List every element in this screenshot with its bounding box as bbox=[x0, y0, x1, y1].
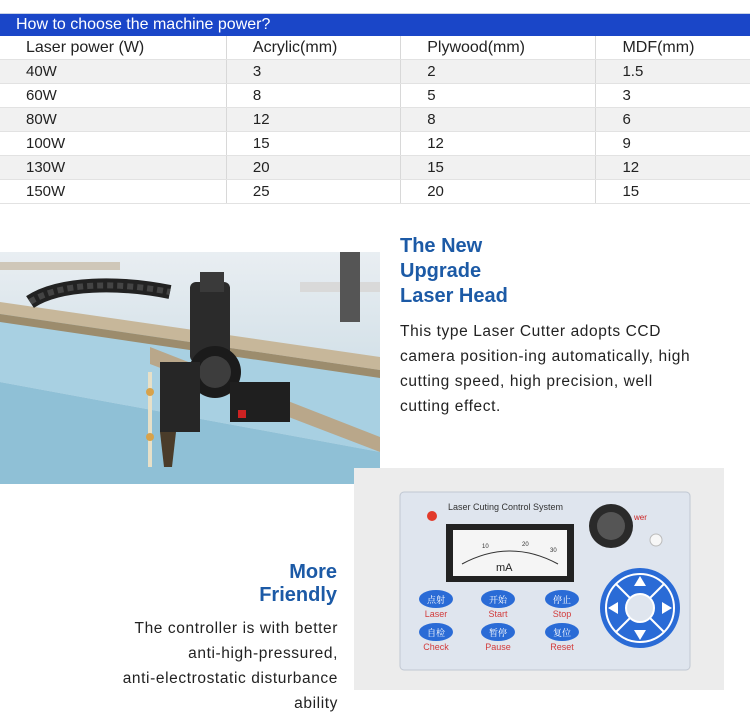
table-cell: 25 bbox=[226, 180, 400, 204]
meter-tick: 10 bbox=[482, 544, 489, 550]
top-divider bbox=[0, 0, 750, 14]
table-cell: 15 bbox=[226, 132, 400, 156]
table-cell: 20 bbox=[401, 180, 596, 204]
heading-line: Upgrade bbox=[400, 260, 482, 282]
table-row bbox=[0, 180, 750, 204]
table-title: How to choose the machine power? bbox=[16, 16, 271, 33]
button-cn-label: 点射 bbox=[426, 596, 446, 606]
description-line: ability bbox=[294, 695, 338, 712]
table-cell: 5 bbox=[401, 84, 596, 108]
controller-panel-photo bbox=[354, 468, 724, 690]
column-header: Plywood(mm) bbox=[401, 36, 596, 60]
controller-panel-illustration bbox=[354, 468, 724, 690]
power-label: wer bbox=[634, 513, 647, 522]
button-en-label: Laser bbox=[424, 609, 448, 619]
description-line: anti-electrostatic disturbance bbox=[122, 670, 338, 687]
table-cell: 15 bbox=[596, 180, 750, 204]
button-cn-label: 停止 bbox=[552, 596, 572, 606]
column-header: MDF(mm) bbox=[596, 36, 750, 60]
table-cell: 8 bbox=[401, 108, 596, 132]
table-cell: 100W bbox=[0, 132, 226, 156]
table-cell: 12 bbox=[401, 132, 596, 156]
table-cell: 1.5 bbox=[596, 60, 750, 84]
button-en-label: Start bbox=[488, 609, 508, 619]
meter-tick: 20 bbox=[522, 542, 529, 548]
button-cn-label: 开始 bbox=[488, 596, 508, 606]
button-en-label: Check bbox=[423, 642, 449, 652]
table-cell: 40W bbox=[0, 60, 226, 84]
description-line: cutting speed, high precision, well bbox=[400, 373, 653, 390]
system-label: Laser Cuting Control System bbox=[448, 502, 564, 512]
table-cell: 12 bbox=[226, 108, 400, 132]
heading-line: Friendly bbox=[259, 584, 337, 606]
column-header: Laser power (W) bbox=[0, 36, 226, 60]
heading-line: Laser Head bbox=[400, 285, 508, 307]
table-cell: 20 bbox=[226, 156, 400, 180]
description-line: cutting effect. bbox=[400, 398, 501, 415]
description-line: This type Laser Cutter adopts CCD bbox=[400, 323, 662, 340]
table-cell: 60W bbox=[0, 84, 226, 108]
table-row bbox=[0, 84, 750, 108]
button-cn-label: 自检 bbox=[426, 629, 446, 639]
button-en-label: Stop bbox=[552, 609, 572, 619]
laser-head-photo bbox=[0, 252, 380, 484]
table-header-row bbox=[0, 36, 750, 60]
heading-line: The New bbox=[400, 235, 483, 257]
table-cell: 3 bbox=[596, 84, 750, 108]
column-header: Acrylic(mm) bbox=[226, 36, 400, 60]
description-line: camera position-ing automatically, high bbox=[400, 348, 691, 365]
table-cell: 80W bbox=[0, 108, 226, 132]
button-cn-label: 复位 bbox=[552, 629, 572, 639]
laser-head-heading bbox=[400, 234, 600, 309]
heading-line: More bbox=[289, 561, 337, 583]
table-cell: 8 bbox=[226, 84, 400, 108]
table-cell: 3 bbox=[226, 60, 400, 84]
table-row bbox=[0, 156, 750, 180]
laser-head-description bbox=[400, 319, 750, 419]
meter-unit: mA bbox=[496, 562, 513, 574]
table-row bbox=[0, 60, 750, 84]
table-title-bar bbox=[0, 14, 750, 36]
direction-pad[interactable] bbox=[600, 568, 680, 648]
description-line: The controller is with better bbox=[134, 620, 338, 637]
table-row bbox=[0, 108, 750, 132]
controller-description bbox=[60, 616, 338, 716]
table-cell: 130W bbox=[0, 156, 226, 180]
power-table bbox=[0, 36, 750, 204]
table-cell: 12 bbox=[596, 156, 750, 180]
button-en-label: Reset bbox=[550, 642, 574, 652]
laser-head-illustration bbox=[0, 252, 380, 484]
table-cell: 2 bbox=[401, 60, 596, 84]
button-cn-label: 暂停 bbox=[488, 629, 508, 639]
check-button[interactable] bbox=[419, 623, 453, 652]
meter-tick: 30 bbox=[550, 548, 557, 554]
table-cell: 15 bbox=[401, 156, 596, 180]
description-line: anti-high-pressured, bbox=[188, 645, 338, 662]
pause-button[interactable] bbox=[481, 623, 515, 652]
table-row bbox=[0, 132, 750, 156]
table-cell: 9 bbox=[596, 132, 750, 156]
table-cell: 150W bbox=[0, 180, 226, 204]
button-en-label: Pause bbox=[485, 642, 511, 652]
table-cell: 6 bbox=[596, 108, 750, 132]
controller-heading bbox=[200, 561, 337, 607]
